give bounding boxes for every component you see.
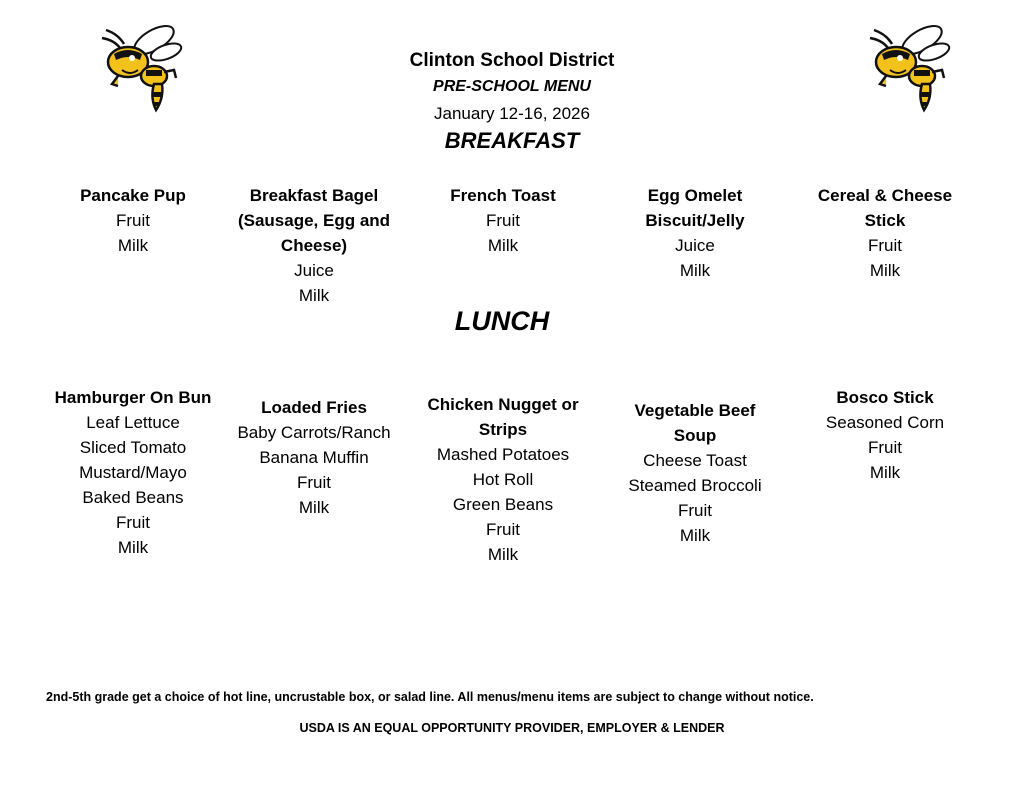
- lunch-side-item: Banana Muffin: [259, 448, 369, 467]
- lunch-side-item: Fruit: [868, 438, 902, 457]
- breakfast-day-1: [44, 183, 222, 258]
- lunch-side-item: Green Beans: [452, 495, 554, 514]
- breakfast-heading: BREAKFAST: [444, 128, 580, 153]
- lunch-side-item: Cheese Toast: [643, 451, 747, 470]
- breakfast-side-item: Milk: [117, 236, 149, 255]
- usda-statement: USDA IS AN EQUAL OPPORTUNITY PROVIDER, EMPLOYER & LENDER: [299, 721, 725, 735]
- lunch-side-item: Seasoned Corn: [825, 413, 945, 432]
- breakfast-day-5: [796, 183, 974, 283]
- breakfast-side-item: Juice: [675, 236, 715, 255]
- lunch-side-item: Milk: [679, 526, 711, 545]
- date-range: January 12-16, 2026: [434, 104, 590, 123]
- lunch-side-item: Milk: [487, 545, 519, 564]
- lunch-side-item: Fruit: [297, 473, 331, 492]
- menu-title: PRE-SCHOOL MENU: [433, 78, 591, 95]
- breakfast-side-item: Juice: [294, 261, 334, 280]
- lunch-side-item: Baked Beans: [82, 488, 184, 507]
- lunch-side-item: Fruit: [486, 520, 520, 539]
- lunch-side-item: Steamed Broccoli: [628, 476, 762, 495]
- breakfast-main-item: Breakfast Bagel (Sausage, Egg and Cheese): [237, 186, 391, 255]
- district-name: Clinton School District: [409, 50, 615, 71]
- lunch-heading: LUNCH: [454, 306, 550, 336]
- lunch-main-item: Vegetable Beef Soup: [634, 401, 756, 445]
- grade-choice-note: 2nd-5th grade get a choice of hot line, uncrustable box, or salad line. All menus/menu items are subject to change without notice.: [46, 690, 814, 704]
- lunch-main-item: Bosco Stick: [836, 388, 934, 407]
- lunch-day-5: [796, 385, 974, 485]
- lunch-side-item: Sliced Tomato: [79, 438, 187, 457]
- lunch-side-item: Fruit: [678, 501, 712, 520]
- breakfast-side-item: Milk: [679, 261, 711, 280]
- lunch-day-4: [606, 398, 784, 548]
- lunch-side-item: Fruit: [116, 513, 150, 532]
- breakfast-main-item: Cereal & Cheese Stick: [817, 186, 953, 230]
- lunch-side-item: Milk: [298, 498, 330, 517]
- lunch-main-item: Chicken Nugget or Strips: [427, 395, 579, 439]
- breakfast-side-item: Milk: [869, 261, 901, 280]
- breakfast-side-item: Fruit: [486, 211, 520, 230]
- breakfast-main-item: Pancake Pup: [80, 186, 186, 205]
- lunch-side-item: Leaf Lettuce: [86, 413, 180, 432]
- lunch-day-2: [225, 395, 403, 520]
- breakfast-day-4: [606, 183, 784, 283]
- lunch-main-item: Hamburger On Bun: [54, 388, 212, 407]
- lunch-side-item: Baby Carrots/Ranch: [237, 423, 391, 442]
- breakfast-day-2: [225, 183, 403, 308]
- lunch-side-item: Mustard/Mayo: [79, 463, 187, 482]
- lunch-day-1: [44, 385, 222, 560]
- breakfast-side-item: Fruit: [868, 236, 902, 255]
- lunch-day-3: [414, 392, 592, 567]
- breakfast-side-item: Milk: [298, 286, 330, 305]
- lunch-side-item: Mashed Potatoes: [436, 445, 570, 464]
- lunch-side-item: Milk: [869, 463, 901, 482]
- breakfast-main-item: French Toast: [450, 186, 556, 205]
- lunch-side-item: Hot Roll: [472, 470, 534, 489]
- lunch-side-item: Milk: [117, 538, 149, 557]
- breakfast-side-item: Milk: [487, 236, 519, 255]
- breakfast-side-item: Fruit: [116, 211, 150, 230]
- lunch-main-item: Loaded Fries: [261, 398, 367, 417]
- breakfast-main-item: Egg Omelet Biscuit/Jelly: [645, 186, 745, 230]
- breakfast-day-3: [414, 183, 592, 258]
